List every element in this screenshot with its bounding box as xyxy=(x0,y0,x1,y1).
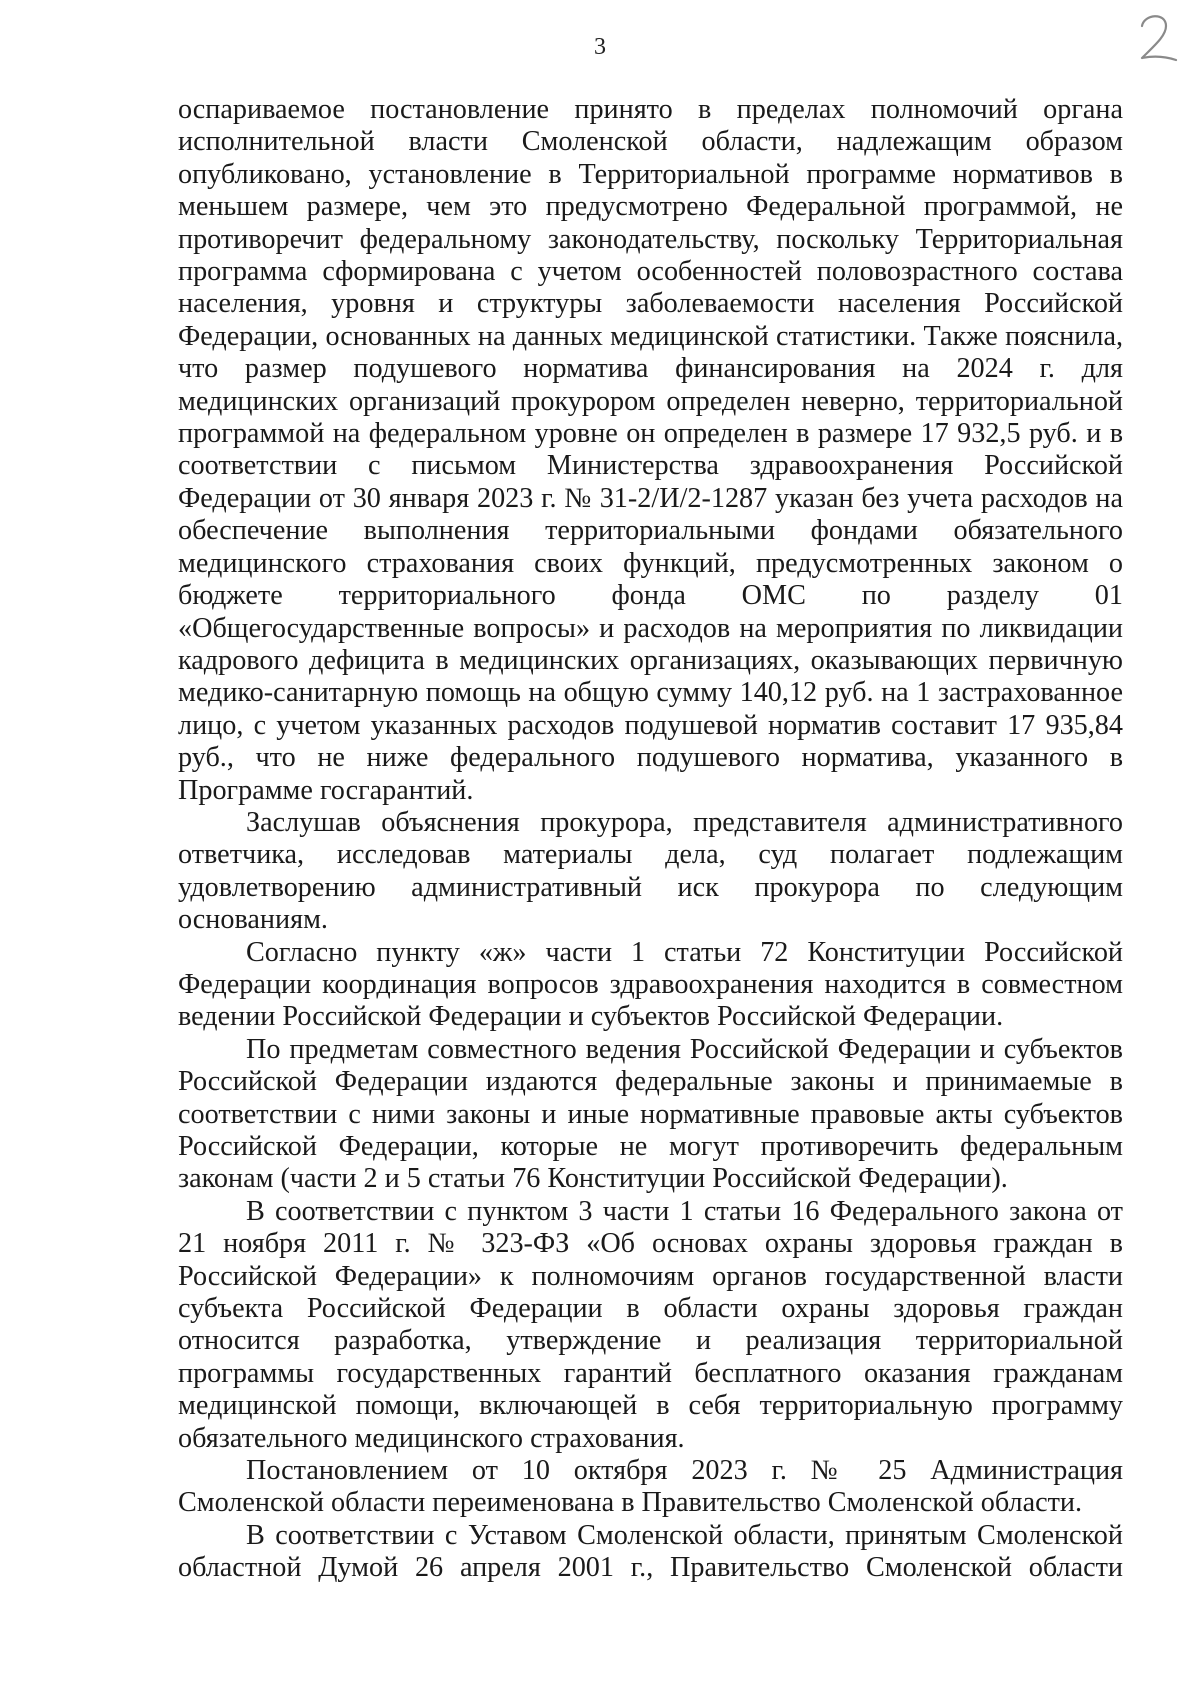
paragraph-renaming: Постановлением от 10 октября 2023 г. № 25 Администрация Смоленской области переименована в Правительство Смоленской области. xyxy=(178,1455,1123,1519)
paragraph-charter: В соответствии с Уставом Смоленской области, принятым Смоленской областной Думой 26 апреля 2001 г., Правительство Смоленской области xyxy=(178,1519,1123,1584)
document-body xyxy=(178,94,1123,1585)
paragraph-federal-law-323: В соответствии с пунктом 3 части 1 статьи 16 Федерального закона от 21 ноября 2011 г. № 323-ФЗ «Об основах охраны здоровья граждан в Российской Федерации» к полномочиям органов государственной власти субъекта Российской Федерации в области охраны здоровья граждан относится разработка, утверждение и реализация территориальной программы государственных гарантий бесплатного оказания гражданам медицинской помощи, включающей в себя территориальную программу обязательного медицинского страхования. xyxy=(178,1195,1123,1454)
paragraph-hearing: Заслушав объяснения прокурора, представителя административного ответчика, исследовав материалы дела, суд полагает подлежащим удовлетворению административный иск прокурора по следующим основаниям. xyxy=(178,806,1123,936)
paragraph-continued: оспариваемое постановление принято в пределах полномочий органа исполнительной власти Смоленской области, надлежащим образом опубликовано, установление в Территориальной программе нормативов в меньшем размере, чем это предусмотрено Федеральной программой, не противоречит федеральному законодательству, поскольку Территориальная программа сформирована с учетом особенностей половозрастного состава населения, уровня и структуры заболеваемости населения Российской Федерации, основанных на данных медицинской статистики. Также пояснила, что размер подушевого норматива финансирования на 2024 г. для медицинских организаций прокурором определен неверно, территориальной программой на федеральном уровне он определен в размере 17 932,5 руб. и в соответствии с письмом Министерства здравоохранения Российской Федерации от 30 января 2023 г. № 31-2/И/2-1287 указан без учета расходов на обеспечение выполнения территориальными фондами обязательного медицинского страхования своих функций, предусмотренных законом о бюджете территориального фонда ОМС по разделу 01 «Общегосударственные вопросы» и расходов на мероприятия по ликвидации кадрового дефицита в медицинских организациях, оказывающих первичную медико-санитарную помощь на общую сумму 140,12 руб. на 1 застрахованное лицо, с учетом указанных расходов подушевой норматив составит 17 935,84 руб., что не ниже федерального подушевого норматива, указанного в Программе госгарантий. xyxy=(178,94,1123,806)
page-number: 3 xyxy=(594,34,606,60)
handwritten-page-mark xyxy=(1128,6,1188,66)
paragraph-constitution-art72: Согласно пункту «ж» части 1 статьи 72 Конституции Российской Федерации координация вопросов здравоохранения находится в совместном ведении Российской Федерации и субъектов Российской Федерации. xyxy=(178,936,1123,1033)
paragraph-constitution-art76: По предметам совместного ведения Российской Федерации и субъектов Российской Федерации издаются федеральные законы и принимаемые в соответствии с ними законы и иные нормативные правовые акты субъектов Российской Федерации, которые не могут противоречить федеральным законам (части 2 и 5 статьи 76 Конституции Российской Федерации). xyxy=(178,1033,1123,1195)
